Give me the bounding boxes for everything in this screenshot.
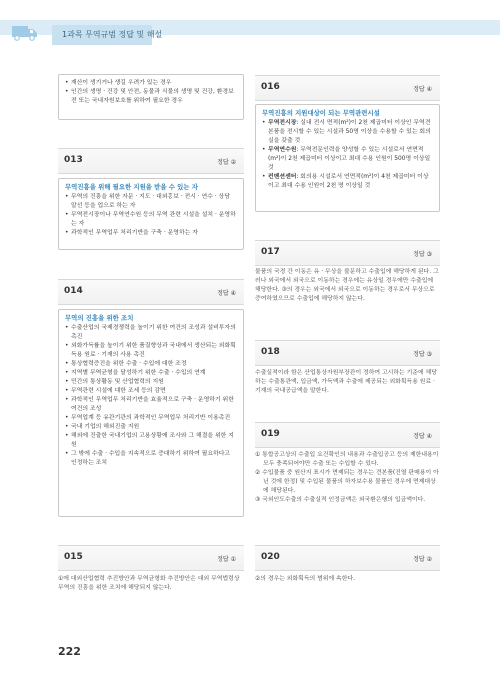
answer-row-020: [255, 545, 440, 571]
support-list: [65, 193, 237, 238]
page-number: 222: [58, 645, 81, 658]
list-item: • 무역연수원: 무역전문인력을 양성할 수 있는 시설로서 연면적(m²)이 2천 제곱미터 이상이고 최대 수용 인원이 500명 이상일 것: [262, 146, 433, 173]
answer-label: 정답 ②: [217, 159, 236, 166]
question-number: 013: [64, 155, 83, 165]
answer-label: 정답 ①: [217, 556, 236, 563]
prev-explanation-box: [58, 74, 244, 120]
explanation-item: ③ 국외인도수출의 수출실적 인정금액은 외국환은행의 입금액이다.: [255, 497, 426, 503]
prev-list: [65, 79, 237, 106]
answer-row-019: [255, 422, 440, 448]
question-number: 019: [261, 429, 280, 439]
explanation-020: ②의 경우는 외화획득의 범위에 속한다.: [255, 576, 355, 582]
answer-label: 정답 ④: [413, 86, 432, 93]
explanation-018: 수출실적이라 함은 산업통상자원부장관이 정하여 고시하는 기준에 해당하는 수출통관액, 입금액, 가득액과 수출에 제공되는 외화획득용 원료 · 기재의 국내공급액을 말한다.: [255, 370, 437, 394]
chapter-title: 1과목 무역규범 정답 및 해설: [62, 30, 163, 39]
question-number: 020: [261, 552, 280, 562]
explanation-019: [255, 451, 440, 505]
list-item: • 재산이 생기거나 생길 우려가 있는 경우: [65, 79, 237, 88]
list-item: • 컨벤션센터: 회의용 시설로서 연면적(m²)이 4천 제곱미터 이상이고 최대 수용 인원이 2천 명 이상일 것: [262, 173, 433, 191]
answer-row-018: [255, 340, 440, 366]
explanation-box-014: [58, 309, 244, 517]
list-item: • 해외에 진출한 국내기업의 고용상황에 조사와 그 해결을 위한 지원: [65, 432, 237, 450]
list-item: • 그 밖에 수출 · 수입을 지속적으로 증대하기 위하여 필요하다고 인정하는 조치: [65, 450, 237, 468]
answer-row-013: [58, 148, 244, 174]
explanation-015: ①에 대외산업협력 추진방안과 무역균형화 추진방안은 대외 무역법령상 무역의 진흥을 위한 조치에 해당되지 않는다.: [58, 576, 240, 591]
answer-label: 정답 ④: [413, 433, 432, 440]
explanation-item: ② 수입물품 중 원산지 표시가 면제되는 경우는 견본품(진열 판매용이 아닌 것에 한정) 및 수입된 물품의 하자보수용 물품인 경우에 면제대상에 해당된다.: [255, 470, 439, 494]
answer-row-014: [58, 279, 244, 305]
question-number: 014: [64, 286, 83, 296]
list-item: • 지역별 무역균형을 달성하기 위한 수출 · 수입의 연계: [65, 369, 237, 378]
box-title: 무역의 진흥을 위한 조치: [65, 314, 134, 322]
explanation-item: ① 통합공고상의 수출입 요건확인의 내용과 수출입공고 등의 제한내용이 모두 충족되어야만 수출 또는 수입할 수 있다.: [255, 452, 439, 467]
box-title: 무역진흥을 위해 필요한 지원을 받을 수 있는 자: [65, 183, 198, 191]
question-number: 017: [261, 247, 280, 257]
list-item: • 과학적인 무역업무 처리기반을 구축 · 운영하는 자: [65, 229, 237, 238]
answer-label: 정답 ②: [413, 556, 432, 563]
list-item: • 외화가득률을 높이기 위한 품질향상과 국내에서 생산되는 외화획득용 원료 · 기재의 사용 촉진: [65, 342, 237, 360]
explanation-box-016: [255, 104, 440, 212]
list-item: • 수출산업의 국제경쟁력을 높이기 위한 여건의 조성과 설비투자의 촉진: [65, 324, 237, 342]
list-item: • 통상협력증진을 위한 수출 · 수입에 대한 조정: [65, 360, 237, 369]
answer-row-017: [255, 240, 440, 266]
list-item: • 인간의 생명 · 건강 및 안전, 동물과 식물의 생명 및 건강, 환경보전 또는 국내자원보호를 위하여 필요한 경우: [65, 88, 237, 106]
answer-row-016: [255, 75, 440, 101]
answer-label: 정답 ③: [413, 351, 432, 358]
list-item: • 무역업계 등 유관기관의 과학적인 무역업무 처리기반 이용촉진: [65, 414, 237, 423]
box-title: 무역진흥의 지원대상이 되는 무역관련시설: [262, 109, 380, 117]
question-number: 018: [261, 347, 280, 357]
answer-row-015: [58, 545, 244, 571]
question-number: 015: [64, 552, 83, 562]
list-item: • 무역전시장: 실내 전시 면적(m²)이 2천 제곱미터 이상인 무역견본품을 전시할 수 있는 시설과 50명 이상을 수용할 수 있는 회의실을 갖출 것: [262, 119, 433, 146]
facility-list: [262, 119, 433, 191]
promotion-measures-list: [65, 324, 237, 468]
list-item: • 무역관련 시설에 대한 조세 등의 감면: [65, 387, 237, 396]
explanation-017: 물품의 국경 간 이동은 유 · 무상을 불문하고 수출입에 해당하게 된다. 그러나 외국에서 외국으로 이동하는 경우에는 유상일 경우에만 수출입에 해당한다. ③의 경우는 외국에서 외국으로 이동하는 경우로서 무상으로 증여하였으므로 수출입에 해당하지 않는다.: [255, 269, 439, 302]
truck-icon: [12, 24, 38, 41]
list-item: • 민간의 통상활동 및 산업협력의 지원: [65, 378, 237, 387]
explanation-box-013: [58, 178, 244, 250]
list-item: • 무역전시장이나 무역연수원 등의 무역 관련 시설을 설치 · 운영하는 자: [65, 211, 237, 229]
question-number: 016: [261, 82, 280, 92]
answer-label: 정답 ④: [217, 290, 236, 297]
list-item: • 과학적인 무역업무 처리기반을 효율적으로 구축 · 운영하기 위한 여건의 조성: [65, 396, 237, 414]
answer-label: 정답 ③: [413, 251, 432, 258]
list-item: • 국내 기업의 해외진출 지원: [65, 423, 237, 432]
list-item: • 무역의 진흥을 위한 자문 · 지도 · 대외홍보 · 전시 · 연수 · 상담 알선 등을 업으로 하는 자: [65, 193, 237, 211]
